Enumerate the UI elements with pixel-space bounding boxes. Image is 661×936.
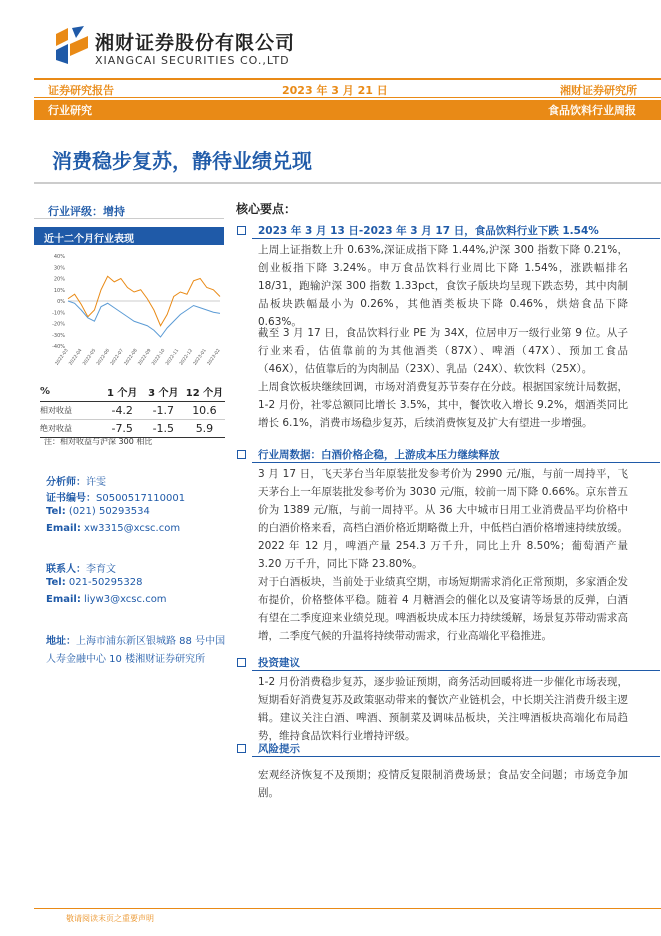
company-name-en: XIANGCAI SECURITIES CO.,LTD: [95, 54, 290, 67]
contact-line: [46, 560, 116, 575]
industry-rating: 行业评级：增持: [48, 205, 125, 218]
category: 行业研究: [48, 104, 92, 117]
cert-line: [46, 489, 185, 504]
section-bullet-icon: [237, 450, 246, 459]
x-tick-label: 2022-04: [68, 348, 84, 367]
section-rule: [252, 238, 660, 239]
table-cell: -1.7: [143, 402, 184, 420]
table-cell: -7.5: [102, 420, 143, 438]
section-2-paragraph-1: 3 月 17 日，飞天茅台当年原装批发参考价为 2990 元/瓶，与前一周持平，飞天茅台上一年原装批发参考价为 3030 元/瓶，较前一周下降 0.66%。京东普五价为 1389 元/瓶，与前一周持平。从 36 大中城市日用工业消费品平均价格中的白酒价格来看，高档白酒价格近期略微上升，中低档白酒价格增速持续放缓。2022 年 12 月，啤酒产量 254.3 万千升，同比上升 8.50%；葡萄酒产量 3.20 万千升，同比下降 23.80%。: [258, 468, 628, 570]
email-link[interactable]: xw3315@xcsc.com: [84, 523, 181, 534]
table-note: 注：相对收益与沪深 300 相比: [44, 437, 153, 446]
cert-label: 证书编号：: [46, 493, 96, 504]
row-label: 相对收益: [40, 402, 102, 420]
section-heading-1: 2023 年 3 月 13 日-2023 年 3 月 17 日，食品饮料行业下跌 1.54%: [258, 225, 599, 237]
row-label: 绝对收益: [40, 420, 102, 438]
section-bullet-icon: [237, 226, 246, 235]
table-cell: 5.9: [184, 420, 225, 438]
x-tick-label: 2022-05: [82, 348, 98, 367]
contact-name: 李育文: [86, 564, 116, 575]
table-header-cell: 1 个月: [102, 382, 143, 402]
table-cell: -1.5: [143, 420, 184, 438]
report-series: 食品饮料行业周报: [548, 104, 636, 117]
section-1-paragraph-1: 上周上证指数上升 0.63%,深证成指下降 1.44%,沪深 300 指数下降 0.21%，创业板指下降 3.24%。申万食品饮料行业周比下降 1.54%，涨跌幅排名 18/31，跑输沪深 300 指数 1.33pct，食饮子版块均呈现下跌态势，其中肉制品板块跌幅最小为 0.26%，其他酒类板块下降 0.46%，烘焙食品下降 0.63%。: [258, 244, 628, 328]
performance-chart: [40, 250, 225, 378]
address: [46, 633, 228, 669]
section-heading-3: 投资建议: [258, 657, 300, 669]
section-rule: [252, 462, 660, 463]
section-rule: [252, 756, 660, 757]
header-bar-bottom: [34, 100, 661, 120]
tel-line: [46, 506, 150, 517]
performance-title: 近十二个月行业表现: [34, 227, 224, 245]
x-tick-label: 2023-01: [192, 348, 208, 367]
table-cell: 10.6: [184, 402, 225, 420]
y-tick-label: 20%: [53, 276, 65, 283]
table-header-cell: %: [40, 382, 102, 402]
y-tick-label: -30%: [52, 332, 65, 339]
x-tick-label: 2022-11: [165, 348, 181, 367]
page-title: 消费稳步复苏，静待业绩兑现: [52, 149, 312, 173]
institute: 湘财证券研究所: [560, 84, 637, 97]
y-tick-label: 30%: [53, 265, 65, 272]
tel2-label: Tel:: [46, 577, 66, 588]
email2-line: [46, 594, 167, 605]
table-header-cell: 12 个月: [184, 382, 225, 402]
title-divider: [34, 182, 661, 184]
email-label: Email:: [46, 523, 81, 534]
section-heading-4: 风险提示: [258, 743, 300, 755]
performance-table: [40, 382, 225, 438]
address-text: 上海市浦东新区银城路 88 号中国人寿金融中心 10 楼湘财证券研究所: [46, 636, 226, 665]
tel-label: Tel:: [46, 506, 66, 517]
report-date: 2023 年 3 月 21 日: [282, 84, 388, 97]
cert-number: S0500517110001: [96, 493, 186, 504]
y-tick-label: -20%: [52, 321, 65, 328]
company-name-cn: 湘财证券股份有限公司: [95, 32, 296, 54]
y-tick-label: 10%: [53, 287, 65, 294]
table-header-row: [40, 382, 225, 402]
email-line: [46, 523, 180, 534]
tel2-number: 021-50295328: [68, 577, 143, 588]
x-tick-label: 2022-10: [151, 348, 167, 367]
report-type: 证券研究报告: [48, 84, 114, 97]
section-4-paragraph-1: 宏观经济恢复不及预期；疫情反复限制消费场景；食品安全问题；市场竞争加剧。: [258, 769, 628, 799]
tel2-line: [46, 577, 142, 588]
x-tick-label: 2022-08: [123, 348, 139, 367]
x-tick-label: 2022-06: [96, 348, 112, 367]
y-tick-label: -40%: [52, 344, 65, 350]
section-1-paragraph-3: 上周食饮板块继续回调，市场对消费复苏节奏存在分歧。根据国家统计局数据，1-2 月份，社零总额同比增长 3.5%，其中，餐饮收入增长 9.2%，烟酒类同比增长 6.1%，消费市场稳步复苏，后续消费恢复及扩大有望进一步增强。: [258, 381, 628, 429]
email2-label: Email:: [46, 594, 81, 605]
table-row: [40, 420, 225, 438]
analyst-line: [46, 473, 106, 488]
key-points-title: 核心要点：: [236, 202, 297, 216]
section-bullet-icon: [237, 744, 246, 753]
section-rule: [252, 670, 660, 671]
table-row: [40, 402, 225, 420]
analyst-label: 分析师：: [46, 477, 86, 488]
x-tick-label: 2023-02: [206, 348, 222, 367]
table-cell: -4.2: [102, 402, 143, 420]
x-tick-label: 2022-07: [110, 348, 125, 367]
footer-disclaimer: 敬请阅读末页之重要声明: [66, 914, 154, 923]
section-bullet-icon: [237, 658, 246, 667]
x-tick-label: 2022-12: [179, 348, 195, 367]
table-header-cell: 3 个月: [143, 382, 184, 402]
section-1-paragraph-2: 截至 3 月 17 日，食品饮料行业 PE 为 34X，位居申万一级行业第 9 位。从子行业来看，估值靠前的为其他酒类（87X）、啤酒（47X）、预加工食品（46X），估值靠后的为肉制品（23X）、乳品（24X）、软饮料（25X）。: [258, 327, 628, 375]
series-line: [68, 301, 220, 337]
section-heading-2: 行业周数据：白酒价格企稳，上游成本压力继续释放: [258, 449, 500, 461]
y-tick-label: -10%: [52, 310, 65, 317]
contact-label: 联系人：: [46, 564, 86, 575]
section-2-paragraph-2: 对于白酒板块，当前处于业绩真空期，市场短期需求消化正常预期，多家酒企发布提价，价格整体平稳。随着 4 月糖酒会的催化以及宴请等场景的反弹，白酒有望在二季度迎来业绩兑现。啤酒板块成本压力持续缓解，场景复苏带动需求高增，二季度气候的升温将持续带动需求，行业高端化平稳推进。: [258, 576, 628, 642]
company-logo-icon: [52, 26, 92, 66]
section-3-paragraph-1: 1-2 月份消费稳步复苏，逐步验证预期，商务活动回暖将进一步催化市场表现，短期看好消费复苏及政策驱动带来的餐饮产业链机会，中长期关注消费升级主逻辑。建议关注白酒、啤酒、预制菜及调味品板块，关注啤酒板块高端化布局趋势，维持食品饮料行业增持评级。: [258, 676, 628, 742]
y-tick-label: 0%: [57, 299, 65, 305]
footer-divider: [34, 908, 661, 909]
y-tick-label: 40%: [53, 254, 65, 260]
analyst-name: 许雯: [86, 477, 106, 488]
x-tick-label: 2022-03: [54, 348, 70, 367]
header-bar-top: [34, 78, 661, 98]
x-tick-label: 2022-09: [137, 348, 153, 367]
tel-number: (021) 50293534: [68, 506, 150, 517]
email2-link[interactable]: liyw3@xcsc.com: [84, 594, 167, 605]
address-label: 地址：: [46, 636, 76, 647]
